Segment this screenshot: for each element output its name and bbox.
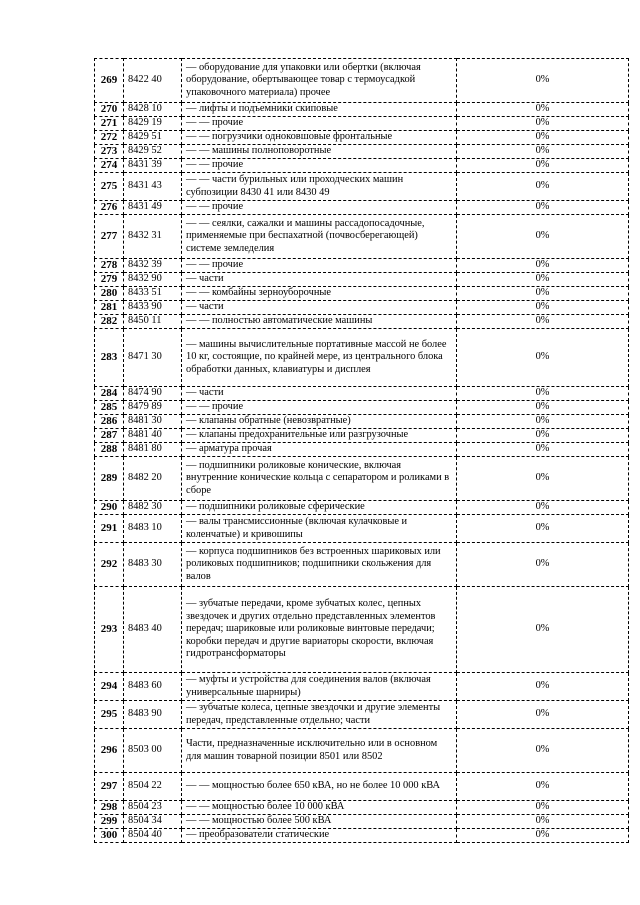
tnved-code: 8431 49 <box>124 201 182 215</box>
duty-rate: 0% <box>457 415 629 429</box>
table-row <box>95 587 629 673</box>
goods-description: — — прочие <box>182 401 457 415</box>
tnved-code: 8483 90 <box>124 701 182 729</box>
duty-rate: 0% <box>457 117 629 131</box>
tnved-code: 8481 30 <box>124 415 182 429</box>
tnved-code: 8432 31 <box>124 215 182 259</box>
row-number: 286 <box>95 415 124 429</box>
row-number: 270 <box>95 103 124 117</box>
tnved-code: 8481 40 <box>124 429 182 443</box>
row-number: 274 <box>95 159 124 173</box>
row-number: 288 <box>95 443 124 457</box>
goods-description: — арматура прочая <box>182 443 457 457</box>
goods-description: — оборудование для упаковки или обертки (включая оборудование, обертывающее товар с термоусадкой упаковочного материала) прочее <box>182 59 457 103</box>
duty-rate: 0% <box>457 543 629 587</box>
table-row <box>95 159 629 173</box>
duty-rate: 0% <box>457 587 629 673</box>
row-number: 275 <box>95 173 124 201</box>
row-number: 271 <box>95 117 124 131</box>
tnved-code: 8474 90 <box>124 387 182 401</box>
table-row <box>95 443 629 457</box>
row-number: 289 <box>95 457 124 501</box>
duty-rate: 0% <box>457 387 629 401</box>
goods-description: — — прочие <box>182 117 457 131</box>
goods-description: — — прочие <box>182 201 457 215</box>
tnved-code: 8433 90 <box>124 301 182 315</box>
duty-rate: 0% <box>457 131 629 145</box>
goods-description: — подшипники роликовые конические, включая внутренние конические кольца с сепаратором и роликами в сборе <box>182 457 457 501</box>
table-row <box>95 59 629 103</box>
tnved-code: 8428 10 <box>124 103 182 117</box>
row-number: 277 <box>95 215 124 259</box>
duty-rate: 0% <box>457 443 629 457</box>
table-row <box>95 131 629 145</box>
row-number: 287 <box>95 429 124 443</box>
table-row <box>95 201 629 215</box>
table-row <box>95 215 629 259</box>
row-number: 282 <box>95 315 124 329</box>
tnved-code: 8503 00 <box>124 729 182 773</box>
duty-rate: 0% <box>457 315 629 329</box>
table-row <box>95 301 629 315</box>
table-row <box>95 287 629 301</box>
tnved-code: 8432 90 <box>124 273 182 287</box>
goods-description: — машины вычислительные портативные массой не более 10 кг, состоящие, по крайней мере, из центрального блока обработки данных, клавиатуры и дисплея <box>182 329 457 387</box>
table-row <box>95 145 629 159</box>
tnved-code: 8483 10 <box>124 515 182 543</box>
goods-description: — части <box>182 273 457 287</box>
goods-description: — клапаны обратные (невозвратные) <box>182 415 457 429</box>
goods-description: — лифты и подъемники скиповые <box>182 103 457 117</box>
row-number: 284 <box>95 387 124 401</box>
duty-rate: 0% <box>457 301 629 315</box>
tnved-code: 8504 40 <box>124 829 182 843</box>
row-number: 292 <box>95 543 124 587</box>
table-row <box>95 329 629 387</box>
row-number: 299 <box>95 815 124 829</box>
table-row <box>95 773 629 801</box>
tnved-code: 8429 19 <box>124 117 182 131</box>
tnved-code: 8483 40 <box>124 587 182 673</box>
row-number: 293 <box>95 587 124 673</box>
goods-description: — — мощностью более 650 кВА, но не более 10 000 кВА <box>182 773 457 801</box>
duty-rate: 0% <box>457 701 629 729</box>
goods-description: Части, предназначенные исключительно или в основном для машин товарной позиции 8501 или 8502 <box>182 729 457 773</box>
row-number: 281 <box>95 301 124 315</box>
tnved-code: 8431 39 <box>124 159 182 173</box>
goods-description: — — мощностью более 500 кВА <box>182 815 457 829</box>
duty-rate: 0% <box>457 159 629 173</box>
goods-description: — преобразователи статические <box>182 829 457 843</box>
duty-rate: 0% <box>457 457 629 501</box>
row-number: 279 <box>95 273 124 287</box>
table-row <box>95 415 629 429</box>
table-row <box>95 315 629 329</box>
duty-rate: 0% <box>457 59 629 103</box>
table-row <box>95 173 629 201</box>
table-row <box>95 729 629 773</box>
table-row <box>95 515 629 543</box>
row-number: 298 <box>95 801 124 815</box>
tnved-code: 8483 60 <box>124 673 182 701</box>
row-number: 280 <box>95 287 124 301</box>
goods-description: — — прочие <box>182 159 457 173</box>
tnved-code: 8504 22 <box>124 773 182 801</box>
table-row <box>95 117 629 131</box>
goods-description: — — мощностью более 10 000 кВА <box>182 801 457 815</box>
row-number: 290 <box>95 501 124 515</box>
duty-rate: 0% <box>457 273 629 287</box>
row-number: 297 <box>95 773 124 801</box>
goods-description: — — полностью автоматические машины <box>182 315 457 329</box>
duty-rate: 0% <box>457 515 629 543</box>
row-number: 300 <box>95 829 124 843</box>
table-row <box>95 543 629 587</box>
tnved-code: 8433 51 <box>124 287 182 301</box>
tariff-table-body <box>95 59 629 843</box>
duty-rate: 0% <box>457 215 629 259</box>
goods-description: — — погрузчики одноковшовые фронтальные <box>182 131 457 145</box>
goods-description: — — прочие <box>182 259 457 273</box>
row-number: 273 <box>95 145 124 159</box>
duty-rate: 0% <box>457 729 629 773</box>
tnved-code: 8429 52 <box>124 145 182 159</box>
tnved-code: 8504 23 <box>124 801 182 815</box>
row-number: 272 <box>95 131 124 145</box>
goods-description: — части <box>182 387 457 401</box>
tnved-code: 8482 20 <box>124 457 182 501</box>
goods-description: — — машины полноповоротные <box>182 145 457 159</box>
duty-rate: 0% <box>457 429 629 443</box>
table-row <box>95 457 629 501</box>
goods-description: — — части бурильных или проходческих машин субпозиции 8430 41 или 8430 49 <box>182 173 457 201</box>
table-row <box>95 273 629 287</box>
row-number: 296 <box>95 729 124 773</box>
goods-description: — корпуса подшипников без встроенных шариковых или роликовых подшипников; подшипники скольжения для валов <box>182 543 457 587</box>
goods-description: — — сеялки, сажалки и машины рассадопосадочные, применяемые при беспахатной (почвосберегающей) системе земледелия <box>182 215 457 259</box>
goods-description: — зубчатые передачи, кроме зубчатых колес, цепных звездочек и других отдельно представленных элементов передач; шариковые или роликовые винтовые передачи; коробки передач и другие вариаторы скорости, включая гидротрансформаторы <box>182 587 457 673</box>
duty-rate: 0% <box>457 673 629 701</box>
goods-description: — — комбайны зерноуборочные <box>182 287 457 301</box>
goods-description: — части <box>182 301 457 315</box>
row-number: 269 <box>95 59 124 103</box>
table-row <box>95 829 629 843</box>
table-row <box>95 103 629 117</box>
tnved-code: 8432 39 <box>124 259 182 273</box>
goods-description: — зубчатые колеса, цепные звездочки и другие элементы передач, представленные отдельно; части <box>182 701 457 729</box>
tnved-code: 8482 30 <box>124 501 182 515</box>
duty-rate: 0% <box>457 829 629 843</box>
goods-description: — подшипники роликовые сферические <box>182 501 457 515</box>
duty-rate: 0% <box>457 259 629 273</box>
duty-rate: 0% <box>457 103 629 117</box>
tnved-code: 8471 30 <box>124 329 182 387</box>
table-row <box>95 701 629 729</box>
goods-description: — муфты и устройства для соединения валов (включая универсальные шарниры) <box>182 673 457 701</box>
tnved-code: 8481 80 <box>124 443 182 457</box>
table-row <box>95 387 629 401</box>
row-number: 276 <box>95 201 124 215</box>
duty-rate: 0% <box>457 773 629 801</box>
tnved-code: 8431 43 <box>124 173 182 201</box>
tnved-code: 8422 40 <box>124 59 182 103</box>
table-row <box>95 501 629 515</box>
tnved-code: 8483 30 <box>124 543 182 587</box>
duty-rate: 0% <box>457 173 629 201</box>
duty-rate: 0% <box>457 287 629 301</box>
duty-rate: 0% <box>457 501 629 515</box>
duty-rate: 0% <box>457 201 629 215</box>
tnved-code: 8429 51 <box>124 131 182 145</box>
goods-description: — клапаны предохранительные или разгрузочные <box>182 429 457 443</box>
row-number: 295 <box>95 701 124 729</box>
table-row <box>95 673 629 701</box>
tnved-code: 8450 11 <box>124 315 182 329</box>
row-number: 278 <box>95 259 124 273</box>
row-number: 283 <box>95 329 124 387</box>
tariff-table <box>94 58 629 843</box>
tnved-code: 8504 34 <box>124 815 182 829</box>
duty-rate: 0% <box>457 329 629 387</box>
row-number: 285 <box>95 401 124 415</box>
tnved-code: 8479 89 <box>124 401 182 415</box>
table-row <box>95 401 629 415</box>
table-row <box>95 429 629 443</box>
duty-rate: 0% <box>457 815 629 829</box>
duty-rate: 0% <box>457 401 629 415</box>
duty-rate: 0% <box>457 801 629 815</box>
duty-rate: 0% <box>457 145 629 159</box>
row-number: 294 <box>95 673 124 701</box>
row-number: 291 <box>95 515 124 543</box>
table-row <box>95 815 629 829</box>
table-row <box>95 259 629 273</box>
table-row <box>95 801 629 815</box>
goods-description: — валы трансмиссионные (включая кулачковые и коленчатые) и кривошипы <box>182 515 457 543</box>
